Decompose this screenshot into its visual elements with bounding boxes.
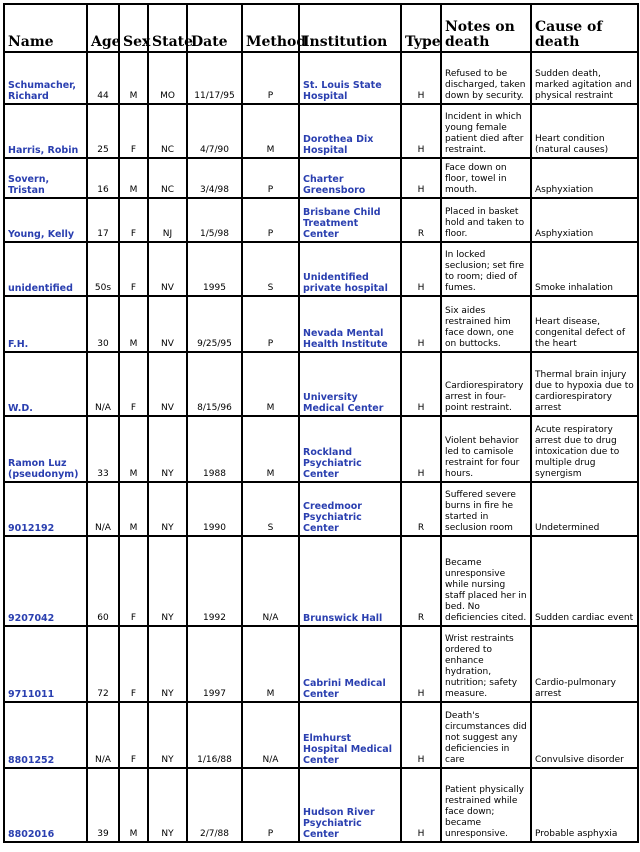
state-cell: NJ (148, 198, 187, 242)
state-cell: NY (148, 768, 187, 842)
notes-cell: Suffered severe burns in fire he started in seclusion room (441, 482, 531, 536)
patient-name-cell: Sovern, Tristan (4, 158, 87, 198)
sex-cell: F (119, 104, 148, 158)
institution-cell: Elmhurst Hospital Medical Center (299, 702, 401, 768)
header-name: Name (4, 4, 87, 52)
sex-cell: F (119, 626, 148, 702)
cause-cell: Sudden cardiac event (531, 536, 638, 626)
method-cell: P (242, 296, 299, 352)
header-row (4, 4, 638, 52)
age-cell: 30 (87, 296, 119, 352)
patient-name-cell: Schumacher, Richard (4, 52, 87, 104)
header-age: Age (87, 4, 119, 52)
date-cell: 1/16/88 (187, 702, 242, 768)
type-cell: H (401, 626, 441, 702)
cause-cell: Cardio-pulmonary arrest (531, 626, 638, 702)
type-cell: R (401, 482, 441, 536)
patient-name-cell: 9012192 (4, 482, 87, 536)
institution-cell: Brunswick Hall (299, 536, 401, 626)
notes-cell: Death's circumstances did not suggest any deficiencies in care (441, 702, 531, 768)
cause-cell: Sudden death, marked agitation and physical restraint (531, 52, 638, 104)
cause-cell: Undetermined (531, 482, 638, 536)
table-row (4, 536, 638, 626)
type-cell: H (401, 104, 441, 158)
type-cell: R (401, 198, 441, 242)
age-cell: 72 (87, 626, 119, 702)
patient-name-cell: unidentified (4, 242, 87, 296)
institution-cell: University Medical Center (299, 352, 401, 416)
notes-cell: Violent behavior led to camisole restraint for four hours. (441, 416, 531, 482)
patient-name-cell: 8802016 (4, 768, 87, 842)
table-row (4, 416, 638, 482)
institution-cell: Cabrini Medical Center (299, 626, 401, 702)
restraint-deaths-table (3, 3, 639, 843)
date-cell: 9/25/95 (187, 296, 242, 352)
method-cell: M (242, 352, 299, 416)
cause-cell: Smoke inhalation (531, 242, 638, 296)
state-cell: NY (148, 702, 187, 768)
method-cell: N/A (242, 536, 299, 626)
age-cell: 60 (87, 536, 119, 626)
date-cell: 1995 (187, 242, 242, 296)
institution-cell: Rockland Psychiatric Center (299, 416, 401, 482)
date-cell: 1992 (187, 536, 242, 626)
institution-cell: Unidentified private hospital (299, 242, 401, 296)
cause-cell: Probable asphyxia (531, 768, 638, 842)
table-row (4, 768, 638, 842)
header-type: Type (401, 4, 441, 52)
method-cell: N/A (242, 702, 299, 768)
date-cell: 1988 (187, 416, 242, 482)
state-cell: NC (148, 158, 187, 198)
sex-cell: F (119, 536, 148, 626)
method-cell: S (242, 482, 299, 536)
institution-cell: Creedmoor Psychiatric Center (299, 482, 401, 536)
table-row (4, 482, 638, 536)
header-date: Date (187, 4, 242, 52)
table-row (4, 242, 638, 296)
state-cell: MO (148, 52, 187, 104)
header-institution: Institution (299, 4, 401, 52)
date-cell: 2/7/88 (187, 768, 242, 842)
patient-name-cell: Harris, Robin (4, 104, 87, 158)
method-cell: S (242, 242, 299, 296)
type-cell: H (401, 52, 441, 104)
table-row (4, 296, 638, 352)
notes-cell: Cardiorespiratory arrest in four-point restraint. (441, 352, 531, 416)
date-cell: 11/17/95 (187, 52, 242, 104)
date-cell: 1/5/98 (187, 198, 242, 242)
date-cell: 1990 (187, 482, 242, 536)
age-cell: 25 (87, 104, 119, 158)
table-row (4, 104, 638, 158)
age-cell: 44 (87, 52, 119, 104)
age-cell: N/A (87, 352, 119, 416)
cause-cell: Asphyxiation (531, 158, 638, 198)
patient-name-cell: W.D. (4, 352, 87, 416)
type-cell: R (401, 536, 441, 626)
notes-cell: Placed in basket hold and taken to floor. (441, 198, 531, 242)
cause-cell: Asphyxiation (531, 198, 638, 242)
notes-cell: In locked seclusion; set fire to room; died of fumes. (441, 242, 531, 296)
sex-cell: M (119, 158, 148, 198)
cause-cell: Heart disease, congenital defect of the heart (531, 296, 638, 352)
sex-cell: M (119, 416, 148, 482)
method-cell: P (242, 52, 299, 104)
table-row (4, 52, 638, 104)
method-cell: M (242, 104, 299, 158)
institution-cell: Brisbane Child Treatment Center (299, 198, 401, 242)
institution-cell: Charter Greensboro (299, 158, 401, 198)
method-cell: P (242, 198, 299, 242)
method-cell: P (242, 768, 299, 842)
type-cell: H (401, 702, 441, 768)
patient-name-cell: Ramon Luz (pseudonym) (4, 416, 87, 482)
type-cell: H (401, 242, 441, 296)
notes-cell: Incident in which young female patient died after restraint. (441, 104, 531, 158)
date-cell: 3/4/98 (187, 158, 242, 198)
sex-cell: M (119, 52, 148, 104)
institution-cell: Nevada Mental Health Institute (299, 296, 401, 352)
sex-cell: F (119, 352, 148, 416)
institution-cell: St. Louis State Hospital (299, 52, 401, 104)
age-cell: 33 (87, 416, 119, 482)
date-cell: 4/7/90 (187, 104, 242, 158)
table-row (4, 626, 638, 702)
header-state: State (148, 4, 187, 52)
age-cell: N/A (87, 482, 119, 536)
patient-name-cell: F.H. (4, 296, 87, 352)
age-cell: 39 (87, 768, 119, 842)
header-method: Method (242, 4, 299, 52)
state-cell: NY (148, 626, 187, 702)
table-row (4, 352, 638, 416)
state-cell: NY (148, 482, 187, 536)
type-cell: H (401, 296, 441, 352)
header-notes: Notes on death (441, 4, 531, 52)
sex-cell: F (119, 198, 148, 242)
sex-cell: M (119, 296, 148, 352)
age-cell: N/A (87, 702, 119, 768)
institution-cell: Hudson River Psychiatric Center (299, 768, 401, 842)
method-cell: M (242, 626, 299, 702)
state-cell: NV (148, 352, 187, 416)
method-cell: M (242, 416, 299, 482)
age-cell: 17 (87, 198, 119, 242)
date-cell: 1997 (187, 626, 242, 702)
notes-cell: Refused to be discharged, taken down by security. (441, 52, 531, 104)
state-cell: NY (148, 416, 187, 482)
date-cell: 8/15/96 (187, 352, 242, 416)
cause-cell: Convulsive disorder (531, 702, 638, 768)
sex-cell: M (119, 768, 148, 842)
header-cause: Cause of death (531, 4, 638, 52)
notes-cell: Six aides restrained him face down, one on buttocks. (441, 296, 531, 352)
patient-name-cell: 8801252 (4, 702, 87, 768)
state-cell: NV (148, 242, 187, 296)
table-row (4, 158, 638, 198)
state-cell: NC (148, 104, 187, 158)
patient-name-cell: 9711011 (4, 626, 87, 702)
patient-name-cell: Young, Kelly (4, 198, 87, 242)
state-cell: NY (148, 536, 187, 626)
age-cell: 50s (87, 242, 119, 296)
sex-cell: F (119, 242, 148, 296)
table-row (4, 198, 638, 242)
notes-cell: Wrist restraints ordered to enhance hydration, nutrition; safety measure. (441, 626, 531, 702)
method-cell: P (242, 158, 299, 198)
type-cell: H (401, 352, 441, 416)
cause-cell: Acute respiratory arrest due to drug intoxication due to multiple drug synergism (531, 416, 638, 482)
notes-cell: Became unresponsive while nursing staff placed her in bed. No deficiencies cited. (441, 536, 531, 626)
patient-name-cell: 9207042 (4, 536, 87, 626)
table-row (4, 702, 638, 768)
state-cell: NV (148, 296, 187, 352)
cause-cell: Heart condition (natural causes) (531, 104, 638, 158)
sex-cell: F (119, 702, 148, 768)
header-sex: Sex (119, 4, 148, 52)
type-cell: H (401, 416, 441, 482)
cause-cell: Thermal brain injury due to hypoxia due to cardiorespiratory arrest (531, 352, 638, 416)
type-cell: H (401, 158, 441, 198)
age-cell: 16 (87, 158, 119, 198)
notes-cell: Patient physically restrained while face down; became unresponsive. (441, 768, 531, 842)
type-cell: H (401, 768, 441, 842)
notes-cell: Face down on floor, towel in mouth. (441, 158, 531, 198)
sex-cell: M (119, 482, 148, 536)
institution-cell: Dorothea Dix Hospital (299, 104, 401, 158)
